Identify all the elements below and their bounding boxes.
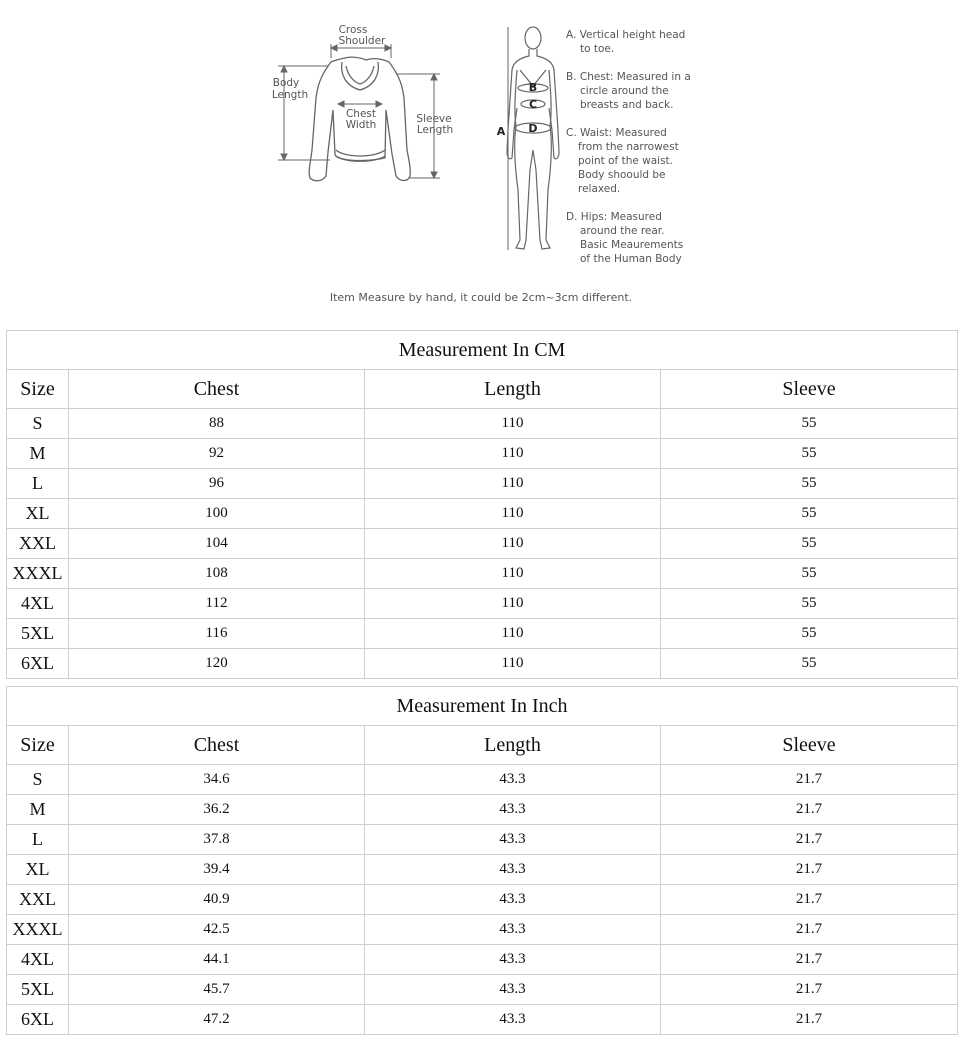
def-a-line-2: to toe. — [580, 43, 615, 55]
table-header-row — [7, 726, 958, 765]
cell-sleeve: 55 — [661, 589, 958, 619]
table-row — [7, 825, 958, 855]
table-row — [7, 469, 958, 499]
table-caption-row — [7, 687, 958, 726]
chest-width-label-1: Chest — [345, 108, 377, 120]
table-row — [7, 619, 958, 649]
cell-chest: 120 — [69, 649, 365, 679]
cell-sleeve: 55 — [661, 649, 958, 679]
cell-length: 110 — [365, 529, 661, 559]
cell-chest: 104 — [69, 529, 365, 559]
body-figure-illustration — [507, 27, 559, 249]
col-header-size: Size — [7, 370, 69, 409]
cell-length: 110 — [365, 409, 661, 439]
def-c-line-3: point of the waist. — [578, 155, 674, 167]
table-inch-body — [7, 765, 958, 1035]
cell-length: 110 — [365, 649, 661, 679]
cell-size: XL — [7, 499, 69, 529]
cell-sleeve: 21.7 — [661, 915, 958, 945]
cell-chest: 47.2 — [69, 1005, 365, 1035]
def-d-line-2: around the rear. — [580, 225, 665, 237]
cell-chest: 45.7 — [69, 975, 365, 1005]
table-cm-caption: Measurement In CM — [7, 331, 958, 370]
cell-sleeve: 21.7 — [661, 765, 958, 795]
cell-size: L — [7, 469, 69, 499]
def-d-line-1: D. Hips: Measured — [566, 211, 662, 223]
cell-chest: 34.6 — [69, 765, 365, 795]
cell-size: 6XL — [7, 649, 69, 679]
table-row — [7, 499, 958, 529]
def-d-line-4: of the Human Body — [580, 253, 682, 265]
col-header-size: Size — [7, 726, 69, 765]
table-caption-row — [7, 331, 958, 370]
cell-sleeve: 55 — [661, 559, 958, 589]
cell-sleeve: 21.7 — [661, 1005, 958, 1035]
cell-sleeve: 21.7 — [661, 885, 958, 915]
cell-size: XL — [7, 855, 69, 885]
cell-size: S — [7, 409, 69, 439]
cell-chest: 112 — [69, 589, 365, 619]
cell-size: S — [7, 765, 69, 795]
cell-size: 4XL — [7, 945, 69, 975]
col-header-sleeve: Sleeve — [661, 370, 958, 409]
definitions-text — [566, 29, 691, 265]
marker-d: D — [528, 122, 538, 135]
cell-length: 110 — [365, 619, 661, 649]
cell-sleeve: 21.7 — [661, 945, 958, 975]
table-row — [7, 439, 958, 469]
marker-a: A — [496, 125, 506, 138]
cell-length: 110 — [365, 559, 661, 589]
diagram-svg — [0, 0, 962, 290]
cell-chest: 88 — [69, 409, 365, 439]
table-inch — [6, 686, 958, 1035]
cell-length: 43.3 — [365, 915, 661, 945]
def-a-line-1: A. Vertical height head — [566, 29, 686, 41]
marker-c: C — [528, 98, 538, 111]
table-row — [7, 559, 958, 589]
table-row — [7, 409, 958, 439]
def-c-line-4: Body shoould be — [578, 169, 666, 181]
cell-size: L — [7, 825, 69, 855]
cell-chest: 39.4 — [69, 855, 365, 885]
body-length-label-2: Length — [271, 89, 309, 101]
cell-length: 43.3 — [365, 885, 661, 915]
table-row — [7, 765, 958, 795]
def-c-line-5: relaxed. — [578, 183, 621, 195]
def-c-line-1: C. Waist: Measured — [566, 127, 667, 139]
table-row — [7, 649, 958, 679]
def-c-line-2: from the narrowest — [578, 141, 679, 153]
cell-size: 4XL — [7, 589, 69, 619]
cell-chest: 96 — [69, 469, 365, 499]
cell-chest: 36.2 — [69, 795, 365, 825]
measure-note: Item Measure by hand, it could be 2cm~3cm different. — [329, 291, 633, 304]
cross-shoulder-label-2: Shoulder — [338, 35, 386, 47]
table-row — [7, 855, 958, 885]
table-header-row — [7, 370, 958, 409]
cell-chest: 92 — [69, 439, 365, 469]
table-cm-body — [7, 409, 958, 679]
table-row — [7, 885, 958, 915]
cell-chest: 40.9 — [69, 885, 365, 915]
col-header-length: Length — [365, 726, 661, 765]
cell-size: XXXL — [7, 915, 69, 945]
chest-width-arrow — [338, 101, 382, 107]
cell-chest: 116 — [69, 619, 365, 649]
cell-length: 110 — [365, 589, 661, 619]
measurement-diagram — [0, 0, 962, 320]
def-b-line-2: circle around the — [580, 85, 669, 97]
table-row — [7, 529, 958, 559]
cell-size: 5XL — [7, 619, 69, 649]
def-b-line-1: B. Chest: Measured in a — [566, 71, 691, 83]
cell-length: 110 — [365, 439, 661, 469]
cell-size: XXL — [7, 885, 69, 915]
table-row — [7, 1005, 958, 1035]
sleeve-length-label-2: Length — [416, 124, 454, 136]
table-row — [7, 975, 958, 1005]
def-b-line-3: breasts and back. — [580, 99, 674, 111]
col-header-length: Length — [365, 370, 661, 409]
cell-length: 43.3 — [365, 1005, 661, 1035]
cell-length: 43.3 — [365, 975, 661, 1005]
table-inch-caption: Measurement In Inch — [7, 687, 958, 726]
table-cm — [6, 330, 958, 679]
sleeve-length-label-1: Sleeve — [416, 113, 452, 125]
cell-sleeve: 55 — [661, 529, 958, 559]
cell-size: XXL — [7, 529, 69, 559]
cell-sleeve: 21.7 — [661, 825, 958, 855]
cell-sleeve: 21.7 — [661, 795, 958, 825]
cell-sleeve: 55 — [661, 499, 958, 529]
col-header-chest: Chest — [69, 726, 365, 765]
col-header-chest: Chest — [69, 370, 365, 409]
table-row — [7, 795, 958, 825]
cell-size: XXXL — [7, 559, 69, 589]
cell-chest: 44.1 — [69, 945, 365, 975]
cell-sleeve: 21.7 — [661, 975, 958, 1005]
cell-chest: 108 — [69, 559, 365, 589]
cell-size: 5XL — [7, 975, 69, 1005]
cell-chest: 42.5 — [69, 915, 365, 945]
cell-length: 43.3 — [365, 825, 661, 855]
cell-sleeve: 21.7 — [661, 855, 958, 885]
cell-length: 43.3 — [365, 945, 661, 975]
cell-chest: 100 — [69, 499, 365, 529]
def-d-line-3: Basic Meaurements — [580, 239, 684, 251]
table-row — [7, 945, 958, 975]
cell-sleeve: 55 — [661, 409, 958, 439]
table-row — [7, 915, 958, 945]
cell-sleeve: 55 — [661, 469, 958, 499]
table-row — [7, 589, 958, 619]
chest-width-label-2: Width — [345, 119, 377, 131]
cell-sleeve: 55 — [661, 619, 958, 649]
marker-b: B — [528, 81, 538, 94]
cell-length: 110 — [365, 499, 661, 529]
cell-length: 43.3 — [365, 765, 661, 795]
cell-size: M — [7, 795, 69, 825]
cell-chest: 37.8 — [69, 825, 365, 855]
cell-size: M — [7, 439, 69, 469]
cross-shoulder-label-1: Cross — [338, 24, 368, 36]
cell-length: 110 — [365, 469, 661, 499]
cell-length: 43.3 — [365, 795, 661, 825]
col-header-sleeve: Sleeve — [661, 726, 958, 765]
cell-sleeve: 55 — [661, 439, 958, 469]
cell-size: 6XL — [7, 1005, 69, 1035]
cell-length: 43.3 — [365, 855, 661, 885]
body-length-label-1: Body — [272, 77, 300, 89]
